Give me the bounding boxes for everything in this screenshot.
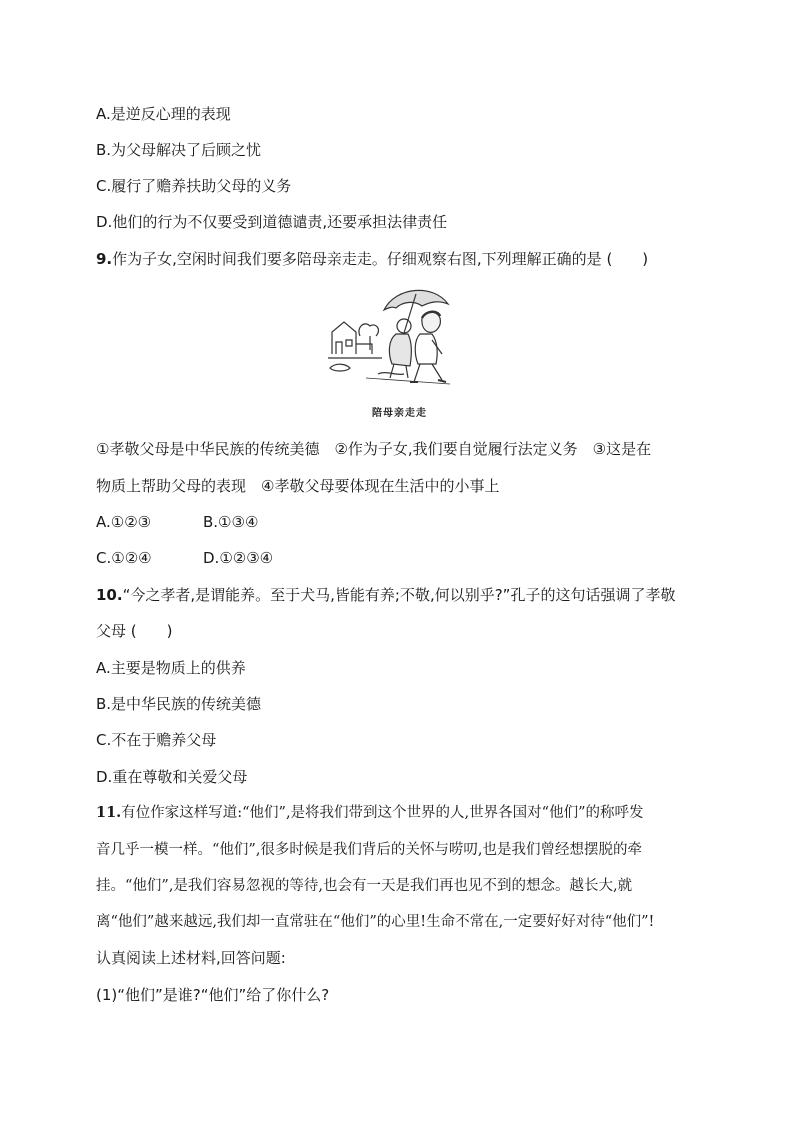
q9-option-b: B.①③④ — [203, 513, 259, 531]
mother-son-walking-illustration — [326, 284, 452, 388]
q10-stem-text: “今之孝者,是谓能养。至于犬马,皆能有养;不敬,何以别乎?”孔子的这句话强调了孝敬 — [122, 586, 676, 604]
q11-para-line1 — [96, 803, 644, 823]
q11-number: 11. — [96, 804, 122, 821]
q9-option-d: D.①②③④ — [203, 549, 274, 567]
q11-sub-question-1: (1)“他们”是谁?“他们”给了你什么? — [96, 986, 330, 1004]
q9-statements-line2: 物质上帮助父母的表现 ④孝敬父母要体现在生活中的小事上 — [96, 477, 500, 495]
q9-stem — [96, 249, 648, 269]
q11-para-line2: 音几乎一模一样。“他们”,很多时候是我们背后的关怀与唠叨,也是我们曾经想摆脱的牵 — [96, 842, 643, 858]
q11-para-line3: 挂。“他们”,是我们容易忽视的等待,也会有一天是我们再也见不到的想念。越长大,就 — [96, 878, 633, 894]
q10-stem-line2: 父母 ( ) — [96, 622, 173, 640]
q9-options-row1 — [96, 512, 259, 532]
q11-para-text: 有位作家这样写道:“他们”,是将我们带到这个世界的人,世界各国对“他们”的称呼发 — [121, 805, 644, 821]
q8-option-d: D.他们的行为不仅要受到道德谴责,还要承担法律责任 — [96, 213, 448, 231]
q8-option-a: A.是逆反心理的表现 — [96, 105, 231, 123]
image-caption: 陪母亲走走 — [372, 408, 427, 419]
q9-option-c: C.①②④ — [96, 549, 152, 567]
q8-option-c: C.履行了赡养扶助父母的义务 — [96, 177, 292, 195]
q10-option-b: B.是中华民族的传统美德 — [96, 695, 262, 713]
q9-stem-text: 作为子女,空闲时间我们要多陪母亲走走。仔细观察右图,下列理解正确的是 ( ) — [112, 250, 649, 268]
q10-stem-line1 — [96, 585, 675, 605]
q10-option-c: C.不在于赡养父母 — [96, 731, 217, 749]
q10-option-d: D.重在尊敬和关爱父母 — [96, 768, 248, 786]
q9-options-row2 — [96, 548, 274, 568]
q11-instruction: 认真阅读上述材料,回答问题: — [96, 949, 286, 967]
q9-statements-line1: ①孝敬父母是中华民族的传统美德 ②作为子女,我们要自觉履行法定义务 ③这是在 — [96, 440, 652, 458]
q10-number: 10. — [96, 586, 123, 604]
q11-para-line4: 离“他们”越来越远,我们却一直常驻在“他们”的心里!生命不常在,一定要好好对待“他们”! — [96, 914, 655, 930]
q9-option-a: A.①②③ — [96, 513, 152, 531]
q9-number: 9. — [96, 250, 113, 268]
q8-option-b: B.为父母解决了后顾之忧 — [96, 141, 262, 159]
q10-option-a: A.主要是物质上的供养 — [96, 659, 246, 677]
